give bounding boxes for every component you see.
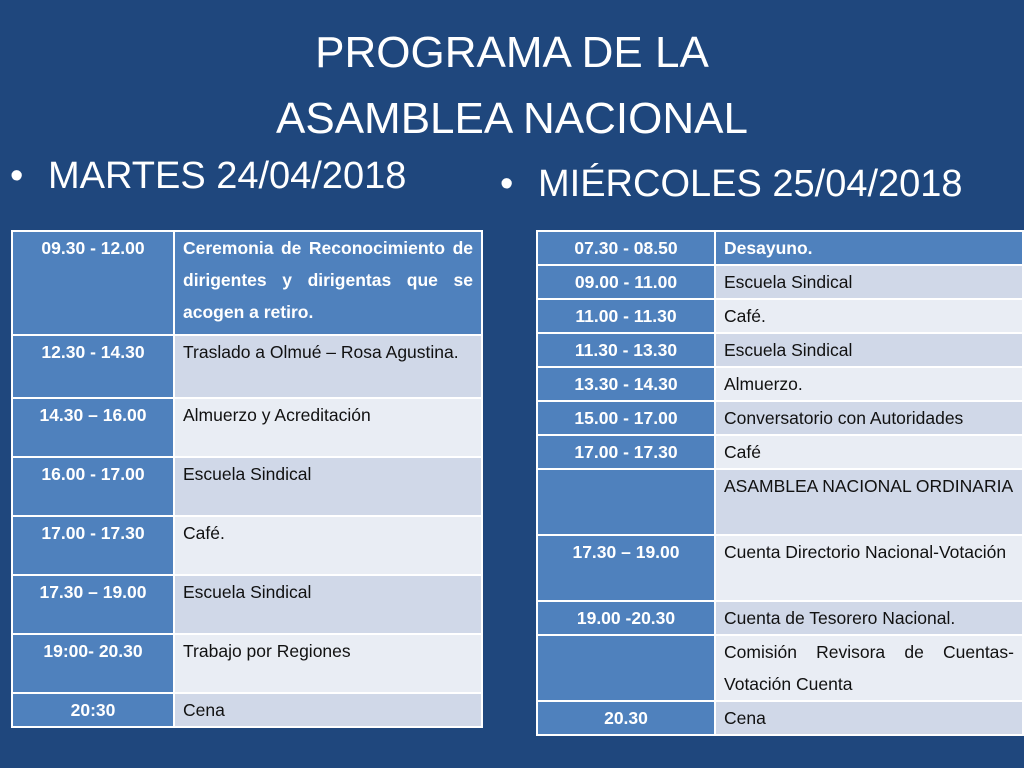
time-cell: 17.30 – 19.00 bbox=[537, 535, 715, 601]
table-row bbox=[12, 634, 482, 693]
day-label: MIÉRCOLES 25/04/2018 bbox=[538, 163, 963, 205]
activity-cell: Trabajo por Regiones bbox=[174, 634, 482, 693]
bullet-icon: • bbox=[500, 163, 514, 205]
activity-cell: Comisión Revisora de Cuentas-Votación Cuenta bbox=[715, 635, 1023, 701]
activity-cell: Traslado a Olmué – Rosa Agustina. bbox=[174, 335, 482, 398]
title-line-2: ASAMBLEA NACIONAL bbox=[276, 94, 748, 143]
activity-cell: Escuela Sindical bbox=[174, 457, 482, 516]
activity-cell: Cena bbox=[174, 693, 482, 727]
table-row bbox=[537, 265, 1023, 299]
time-cell: 20:30 bbox=[12, 693, 174, 727]
time-cell: 19.00 -20.30 bbox=[537, 601, 715, 635]
activity-cell: Conversatorio con Autoridades bbox=[715, 401, 1023, 435]
activity-cell: Almuerzo. bbox=[715, 367, 1023, 401]
table-row bbox=[537, 367, 1023, 401]
schedule-table-tuesday bbox=[11, 230, 483, 728]
activity-cell: Escuela Sindical bbox=[715, 333, 1023, 367]
time-cell: 15.00 - 17.00 bbox=[537, 401, 715, 435]
time-cell: 09.30 - 12.00 bbox=[12, 231, 174, 335]
time-cell: 07.30 - 08.50 bbox=[537, 231, 715, 265]
activity-cell: Cena bbox=[715, 701, 1023, 735]
time-cell: 19:00- 20.30 bbox=[12, 634, 174, 693]
time-cell: 14.30 – 16.00 bbox=[12, 398, 174, 457]
table-row bbox=[537, 535, 1023, 601]
activity-cell: ASAMBLEA NACIONAL ORDINARIA bbox=[715, 469, 1023, 535]
time-cell: 17.00 - 17.30 bbox=[537, 435, 715, 469]
activity-cell: Cuenta de Tesorero Nacional. bbox=[715, 601, 1023, 635]
time-cell: 17.30 – 19.00 bbox=[12, 575, 174, 634]
time-cell: 11.30 - 13.30 bbox=[537, 333, 715, 367]
bullet-icon: • bbox=[10, 155, 24, 197]
time-cell: 12.30 - 14.30 bbox=[12, 335, 174, 398]
time-cell: 20.30 bbox=[537, 701, 715, 735]
table-row bbox=[537, 601, 1023, 635]
time-cell bbox=[537, 469, 715, 535]
time-cell: 11.00 - 11.30 bbox=[537, 299, 715, 333]
activity-cell: Escuela Sindical bbox=[715, 265, 1023, 299]
table-row bbox=[12, 516, 482, 575]
day-heading-tuesday bbox=[10, 152, 406, 200]
time-cell: 17.00 - 17.30 bbox=[12, 516, 174, 575]
table-row bbox=[537, 401, 1023, 435]
table-row bbox=[12, 231, 482, 335]
activity-cell: Cuenta Directorio Nacional-Votación bbox=[715, 535, 1023, 601]
activity-cell: Desayuno. bbox=[715, 231, 1023, 265]
activity-cell: Café. bbox=[715, 299, 1023, 333]
table-row bbox=[537, 299, 1023, 333]
schedule-table-wednesday bbox=[536, 230, 1024, 736]
table-row bbox=[12, 457, 482, 516]
day-heading-wednesday bbox=[500, 160, 963, 208]
table-row bbox=[12, 398, 482, 457]
table-row bbox=[12, 335, 482, 398]
table-row bbox=[537, 435, 1023, 469]
time-cell: 13.30 - 14.30 bbox=[537, 367, 715, 401]
table-row bbox=[537, 469, 1023, 535]
table-row bbox=[12, 693, 482, 727]
activity-cell: Ceremonia de Reconocimiento de dirigentes y dirigentas que se acogen a retiro. bbox=[174, 231, 482, 335]
activity-cell: Café bbox=[715, 435, 1023, 469]
activity-cell: Escuela Sindical bbox=[174, 575, 482, 634]
table-row bbox=[537, 635, 1023, 701]
table-row bbox=[12, 575, 482, 634]
table-row bbox=[537, 333, 1023, 367]
activity-cell: Almuerzo y Acreditación bbox=[174, 398, 482, 457]
time-cell: 09.00 - 11.00 bbox=[537, 265, 715, 299]
title-line-1: PROGRAMA DE LA bbox=[315, 28, 709, 77]
activity-cell: Café. bbox=[174, 516, 482, 575]
time-cell bbox=[537, 635, 715, 701]
time-cell: 16.00 - 17.00 bbox=[12, 457, 174, 516]
day-label: MARTES 24/04/2018 bbox=[48, 155, 407, 197]
table-row bbox=[537, 231, 1023, 265]
table-row bbox=[537, 701, 1023, 735]
